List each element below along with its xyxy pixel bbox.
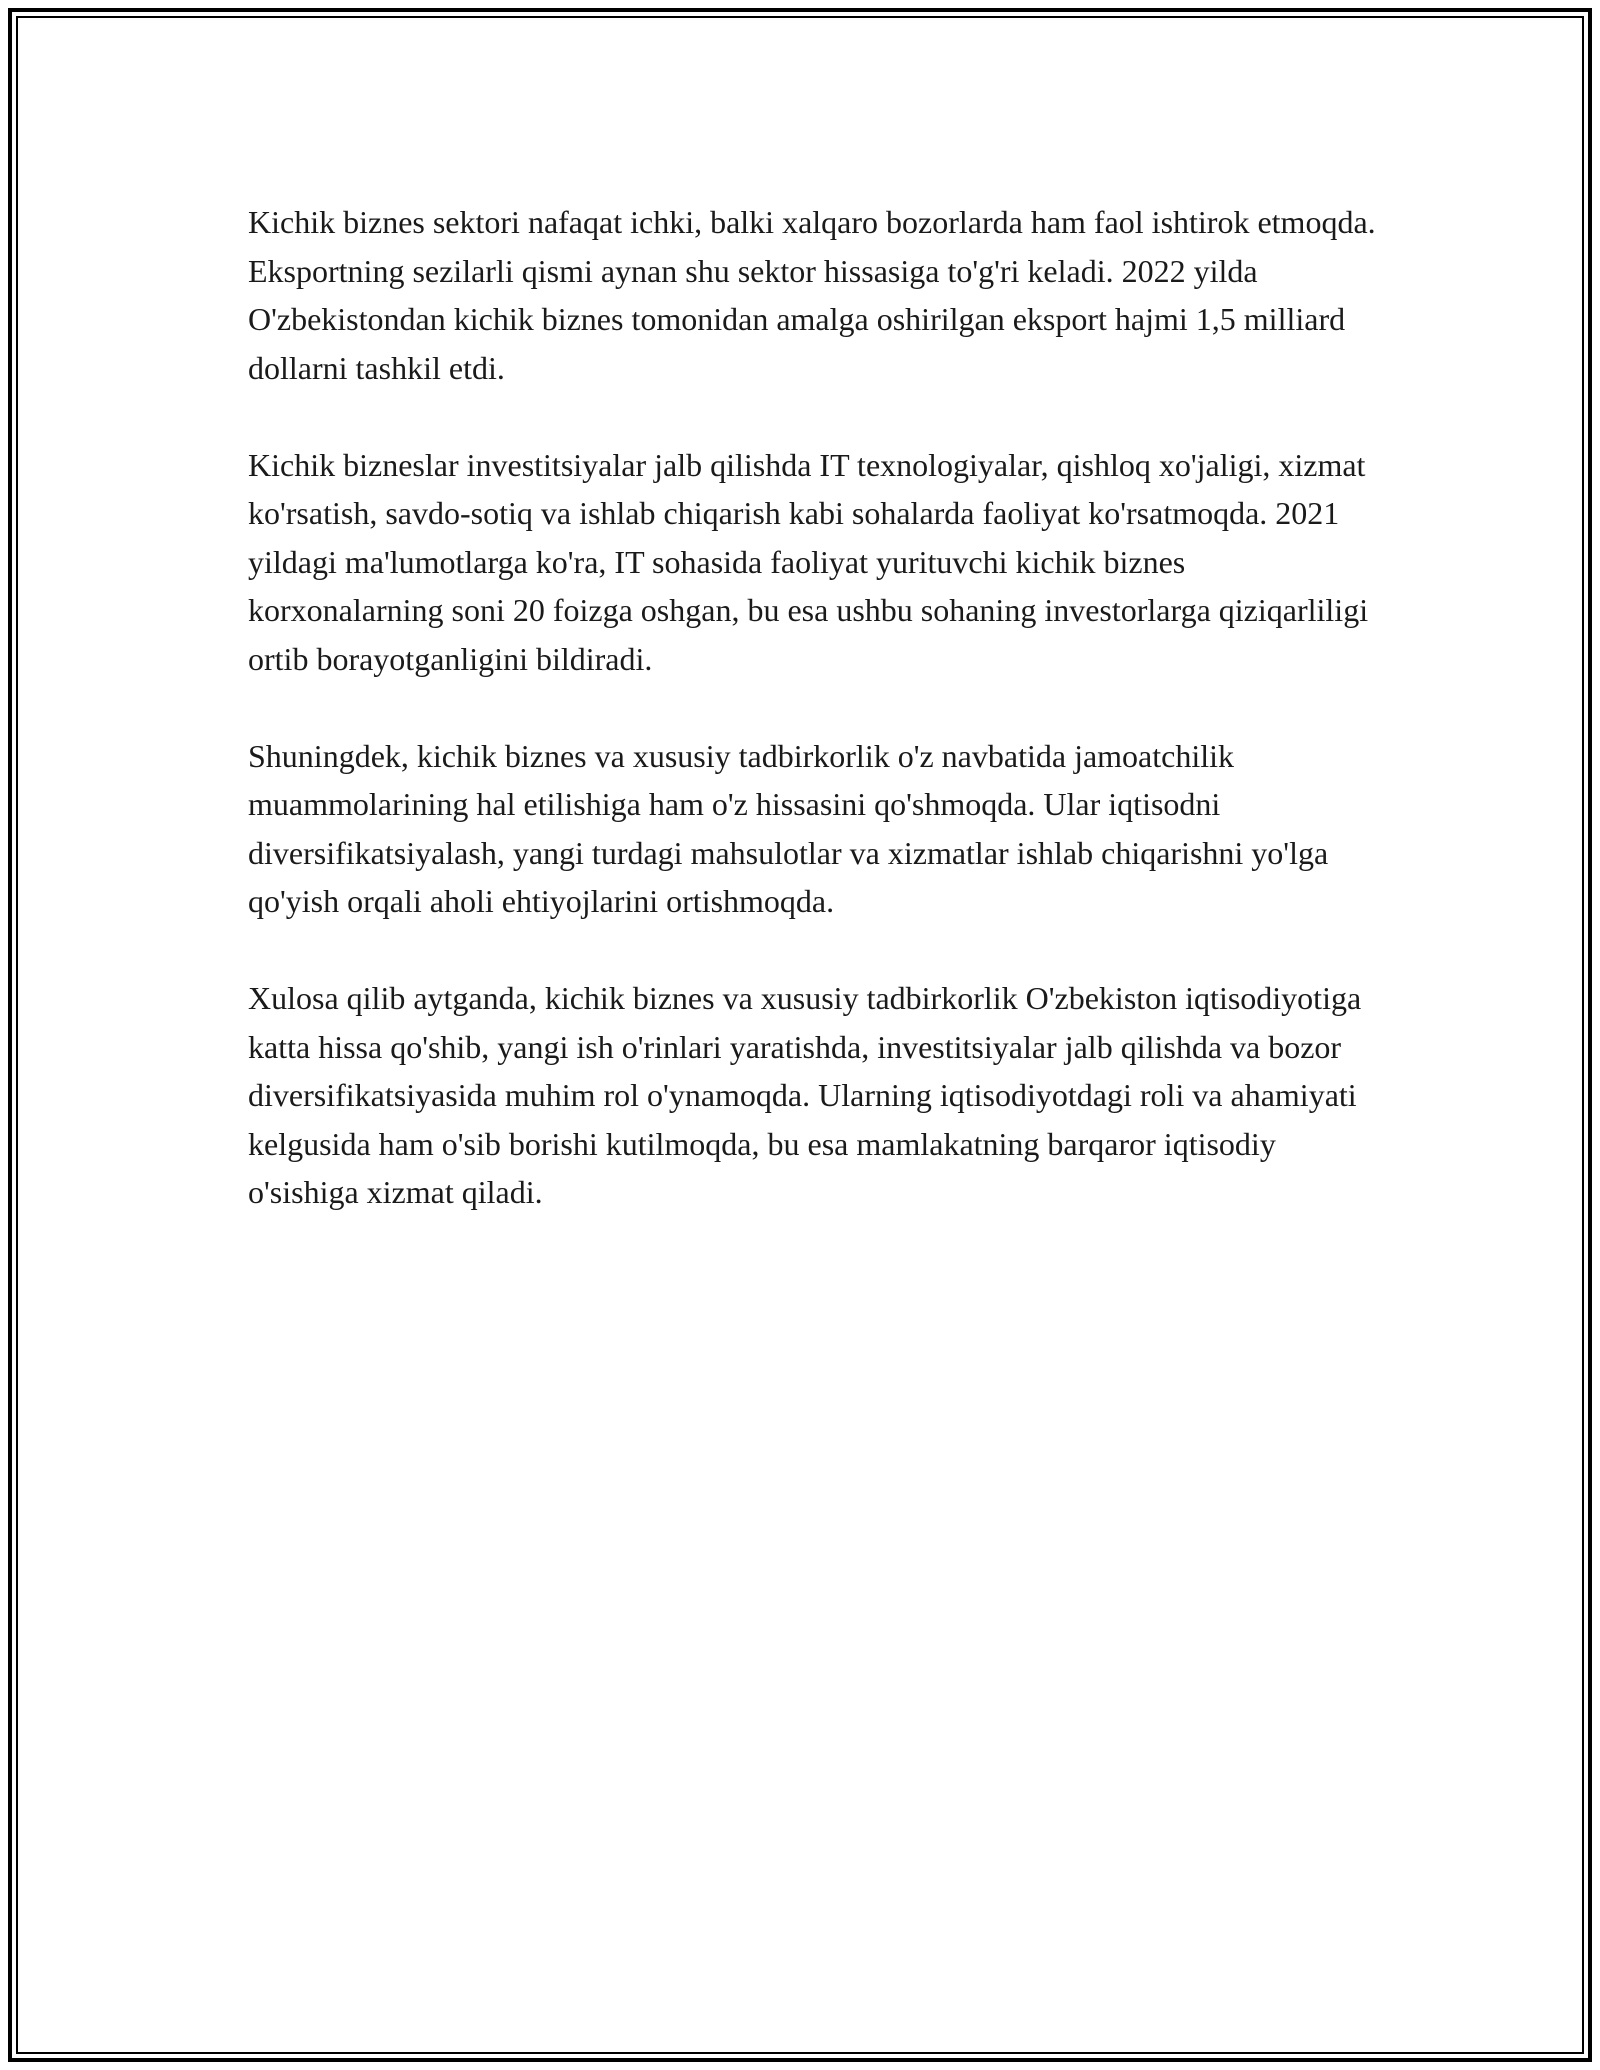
paragraph-conclusion: Xulosa qilib aytganda, kichik biznes va xususiy tadbirkorlik O'zbekiston iqtisodiyotiga katta hissa qo'shib, yangi ish o'rinlari yaratishda, investitsiyalar jalb qilishda va bozor diversifikatsiyasida muhim rol o'ynamoqda. Ularning iqtisodiyotdagi roli va ahamiyati kelgusida ham o'sib borishi kutilmoqda, bu esa mamlakatning barqaror iqtisodiy o'sishiga xizmat qiladi. [248, 980, 1362, 1210]
paragraph-export: Kichik biznes sektori nafaqat ichki, balki xalqaro bozorlarda ham faol ishtirok etmoqda. Eksportning sezilarli qismi aynan shu sektor hissasiga to'g'ri keladi. 2022 yilda O'zbekistondan kichik biznes tomonidan amalga oshirilgan eksport hajmi 1,5 milliard dollarni tashkil etdi. [248, 204, 1376, 386]
document-body [248, 198, 1388, 1217]
page-frame [8, 8, 1592, 2062]
paragraph-investment-sectors: Kichik bizneslar investitsiyalar jalb qilishda IT texnologiyalar, qishloq xo'jaligi, xizmat ko'rsatish, savdo-sotiq va ishlab chiqarish kabi sohalarda faoliyat ko'rsatmoqda. 2021 yildagi ma'lumotlarga ko'ra, IT sohasida faoliyat yurituvchi kichik biznes korxonalarning soni 20 foizga oshgan, bu esa ushbu sohaning investorlarga qiziqarliligi ortib borayotganligini bildiradi. [248, 446, 1369, 677]
paragraph-social-contribution: Shuningdek, kichik biznes va xususiy tadbirkorlik o'z navbatida jamoatchilik muammolarining hal etilishiga ham o'z hissasini qo'shmoqda. Ular iqtisodni diversifikatsiyalash, yangi turdagi mahsulotlar va xizmatlar ishlab chiqarishni yo'lga qo'yish orqali aholi ehtiyojlarini ortishmoqda. [248, 737, 1329, 919]
